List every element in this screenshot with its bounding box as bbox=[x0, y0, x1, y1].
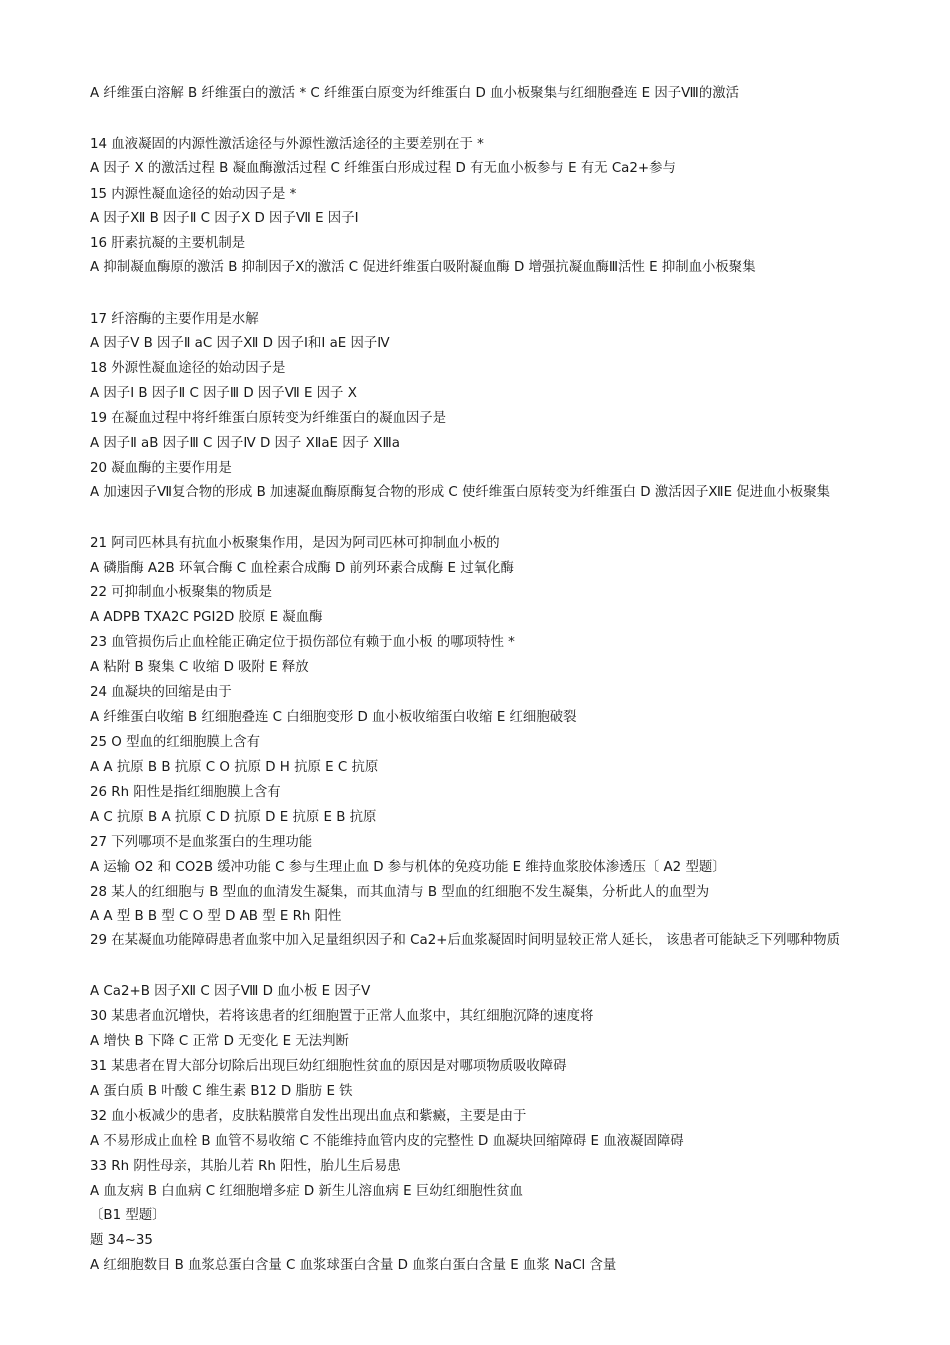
text-line: 33 Rh 阴性母亲，其胎儿若 Rh 阳性，胎儿生后易患 bbox=[90, 1159, 401, 1174]
text-line: 17 纤溶酶的主要作用是水解 bbox=[90, 312, 259, 327]
text-line: A A 抗原 B B 抗原 C O 抗原 D H 抗原 E C 抗原 bbox=[90, 760, 379, 775]
text-line: A 因子 X 的激活过程 B 凝血酶激活过程 C 纤维蛋白形成过程 D 有无血小板参与 E 有无 Ca2+参与 bbox=[90, 161, 676, 176]
text-line: A 因子Ⅱ aB 因子Ⅲ C 因子Ⅳ D 因子 XⅡaE 因子 XⅢa bbox=[90, 436, 400, 451]
text-line: 21 阿司匹林具有抗血小板聚集作用，是因为阿司匹林可抑制血小板的 bbox=[90, 536, 500, 551]
text-line: A 因子Ⅴ B 因子Ⅱ aC 因子Ⅻ D 因子Ⅰ和Ⅰ aE 因子Ⅳ bbox=[90, 336, 390, 351]
text-line: A 磷脂酶 A2B 环氧合酶 C 血栓素合成酶 D 前列环素合成酶 E 过氧化酶 bbox=[90, 561, 514, 576]
text-line: A 运输 O2 和 CO2B 缓冲功能 C 参与生理止血 D 参与机体的免疫功能 E 维持血浆胶体渗透压〔 A2 型题〕 bbox=[90, 860, 726, 875]
text-line: A Ca2+B 因子Ⅻ C 因子Ⅷ D 血小板 E 因子Ⅴ bbox=[90, 984, 371, 999]
text-line: A 因子Ⅻ B 因子Ⅱ C 因子Ⅹ D 因子Ⅶ E 因子Ⅰ bbox=[90, 211, 359, 226]
text-line: A 因子Ⅰ B 因子Ⅱ C 因子Ⅲ D 因子Ⅶ E 因子 X bbox=[90, 386, 357, 401]
text-line: A 纤维蛋白收缩 B 红细胞叠连 C 白细胞变形 D 血小板收缩蛋白收缩 E 红细胞破裂 bbox=[90, 710, 577, 725]
text-line: 15 内源性凝血途径的始动因子是 * bbox=[90, 187, 297, 202]
text-line: 23 血管损伤后止血栓能正确定位于损伤部位有赖于血小板 的哪项特性 * bbox=[90, 635, 515, 650]
text-line: A ADPB TXA2C PGI2D 胶原 E 凝血酶 bbox=[90, 610, 323, 625]
text-line: A 纤维蛋白溶解 B 纤维蛋白的激活 * C 纤维蛋白原变为纤维蛋白 D 血小板聚集与红细胞叠连 E 因子Ⅷ的激活 bbox=[90, 86, 739, 101]
text-line: A 增快 B 下降 C 正常 D 无变化 E 无法判断 bbox=[90, 1034, 349, 1049]
text-line: 19 在凝血过程中将纤维蛋白原转变为纤维蛋白的凝血因子是 bbox=[90, 411, 447, 426]
text-line: 24 血凝块的回缩是由于 bbox=[90, 685, 232, 700]
text-line: A 不易形成止血栓 B 血管不易收缩 C 不能维持血管内皮的完整性 D 血凝块回缩障碍 E 血液凝固障碍 bbox=[90, 1134, 684, 1149]
text-line: A 粘附 B 聚集 C 收缩 D 吸附 E 释放 bbox=[90, 660, 309, 675]
text-line: 16 肝素抗凝的主要机制是 bbox=[90, 236, 246, 251]
text-line: 31 某患者在胃大部分切除后出现巨幼红细胞性贫血的原因是对哪项物质吸收障碍 bbox=[90, 1059, 567, 1074]
text-line: A 加速因子Ⅶ复合物的形成 B 加速凝血酶原酶复合物的形成 C 使纤维蛋白原转变为纤维蛋白 D 激活因子ⅫE 促进血小板聚集 bbox=[90, 485, 831, 500]
text-line: 〔B1 型题〕 bbox=[90, 1208, 166, 1223]
text-line: A A 型 B B 型 C O 型 D AB 型 E Rh 阳性 bbox=[90, 909, 342, 924]
text-line: 18 外源性凝血途径的始动因子是 bbox=[90, 361, 286, 376]
text-line: A 红细胞数目 B 血浆总蛋白含量 C 血浆球蛋白含量 D 血浆白蛋白含量 E 血浆 NaCl 含量 bbox=[90, 1258, 617, 1273]
text-line: A 蛋白质 B 叶酸 C 维生素 B12 D 脂肪 E 铁 bbox=[90, 1084, 353, 1099]
text-line: 29 在某凝血功能障碍患者血浆中加入足量组织因子和 Ca2+后血浆凝固时间明显较正常人延长， 该患者可能缺乏下列哪种物质 bbox=[90, 933, 841, 948]
text-line: A 抑制凝血酶原的激活 B 抑制因子Ⅹ的激活 C 促进纤维蛋白吸附凝血酶 D 增强抗凝血酶Ⅲ活性 E 抑制血小板聚集 bbox=[90, 260, 756, 275]
text-line: 32 血小板减少的患者，皮肤粘膜常自发性出现出血点和紫癜，主要是由于 bbox=[90, 1109, 527, 1124]
text-line: 22 可抑制血小板聚集的物质是 bbox=[90, 585, 272, 600]
text-line: A 血友病 B 白血病 C 红细胞增多症 D 新生儿溶血病 E 巨幼红细胞性贫血 bbox=[90, 1184, 523, 1199]
text-line: 28 某人的红细胞与 B 型血的血清发生凝集，而其血清与 B 型血的红细胞不发生凝集，分析此人的血型为 bbox=[90, 885, 710, 900]
text-line: 14 血液凝固的内源性激活途径与外源性激活途径的主要差别在于 * bbox=[90, 137, 484, 152]
text-line: 20 凝血酶的主要作用是 bbox=[90, 461, 232, 476]
text-line: 题 34~35 bbox=[90, 1233, 153, 1248]
text-line: 25 O 型血的红细胞膜上含有 bbox=[90, 735, 260, 750]
text-line: 26 Rh 阳性是指红细胞膜上含有 bbox=[90, 785, 281, 800]
text-line: A C 抗原 B A 抗原 C D 抗原 D E 抗原 E B 抗原 bbox=[90, 810, 377, 825]
text-line: 30 某患者血沉增快，若将该患者的红细胞置于正常人血浆中，其红细胞沉降的速度将 bbox=[90, 1009, 594, 1024]
text-line: 27 下列哪项不是血浆蛋白的生理功能 bbox=[90, 835, 313, 850]
